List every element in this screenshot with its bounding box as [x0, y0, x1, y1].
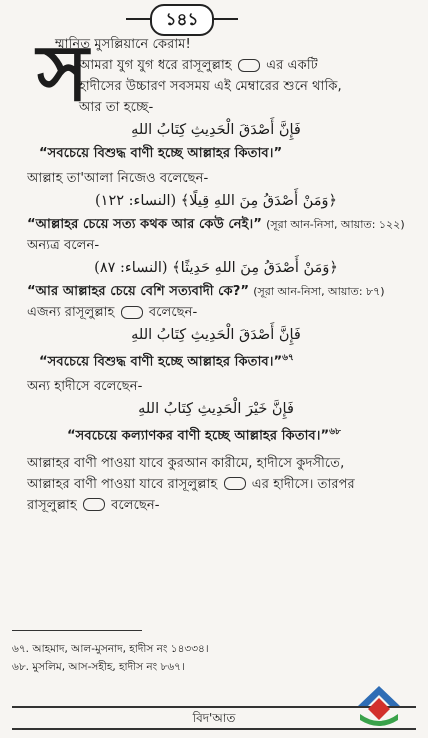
line-8-quote: “আর আল্লাহর চেয়ে বেশি সত্যবাদী কে?”: [27, 284, 250, 299]
footnote-ref-68: ৬৮: [329, 427, 341, 438]
publisher-logo-icon: [356, 684, 402, 728]
line-11: আল্লাহর বাণী পাওয়া যাবে কুরআন কারীমে, হাদীসে কুদসীতে,: [27, 455, 345, 471]
line-6-quote: “আল্লাহর চেয়ে সত্য কথক আর কেউ নেই।”: [27, 217, 262, 232]
line-1: ম্মানিত মুসল্লিয়ানে কেরাম!: [55, 37, 191, 52]
salutation-icon: [83, 498, 105, 511]
arabic-hadith-2: فَإِنَّ أَصْدَقَ الْحَدِيثِ كِتَابُ اللهِ: [131, 327, 301, 343]
salutation-icon: [238, 59, 260, 72]
arabic-ayah-1: ﴿وَمَنْ أَصْدَقُ مِنَ اللهِ قِيلًا﴾ (النساء: ١٢٢): [94, 193, 338, 209]
quote-3: [27, 422, 405, 446]
line-2-end: এর একটি: [266, 58, 318, 73]
footnote-68: ৬৮. মুসলিম, আস-সহীহ, হাদীস নং ৮৬৭।: [12, 661, 185, 673]
salutation-icon: [224, 477, 246, 490]
line-2-start: আমরা যুগ যুগ ধরে রাসূলুল্লাহ: [79, 58, 232, 73]
footnote-divider: [12, 630, 142, 631]
salutation-icon: [121, 306, 143, 319]
quote-2: [27, 348, 405, 372]
line-8-ref: (সূরা আন-নিসা, আয়াত: ৮৭): [253, 285, 385, 298]
arabic-ayah-2: ﴿وَمَنْ أَصْدَقُ مِنَ اللهِ حَدِيثًا﴾ (النساء: ٨٧): [94, 260, 338, 276]
quote-3-text: “সবচেয়ে কল্যাণকর বাণী হচ্ছে আল্লাহর কিতাব।”: [67, 428, 330, 444]
page-body: [27, 28, 405, 516]
arabic-hadith-3: فَإِنَّ خَيْرَ الْحَدِيثِ كِتَابُ اللهِ: [138, 401, 294, 418]
line-7: অন্যত্র বলেন-: [27, 238, 100, 253]
line-13: [27, 495, 405, 516]
line-6-ref: (সূরা আন-নিসা, আয়াত: ১২২): [266, 218, 405, 231]
quote-2-text: “সবচেয়ে বিশুদ্ধ বাণী হচ্ছে আল্লাহর কিতাব।”: [39, 354, 283, 370]
footnote-ref-67: ৬৭: [282, 353, 294, 363]
line-3: হাদীসের উচ্চারণ সবসময় এই মেম্বারের শুনে থাকি,: [79, 79, 342, 94]
line-5: আল্লাহ তা'আলা নিজেও বলেছেন-: [27, 171, 209, 186]
line-9-end: বলেছেন-: [148, 305, 198, 320]
footnote-67: ৬৭. আহমাদ, আল-মুসনাদ, হাদীস নং ১৪৩৩৪।: [12, 643, 209, 655]
line-4: আর তা হচ্ছে-: [79, 100, 154, 115]
line-6: [27, 214, 405, 235]
line-13-end: বলেছেন-: [111, 497, 160, 513]
line-12-end: এর হাদীসে। তারপর: [251, 476, 355, 492]
line-9: [27, 302, 405, 323]
footer-title: বিদ'আত: [192, 711, 236, 725]
drop-cap: স: [37, 28, 89, 119]
line-12-start: আল্লাহর বাণী পাওয়া যাবে রাসূলুল্লাহ: [27, 476, 218, 492]
line-10: অন্য হাদীসে বলেছেন-: [27, 379, 143, 395]
page-number: ১৪১: [150, 4, 214, 36]
footnotes: [12, 640, 209, 676]
line-12: [27, 474, 405, 495]
line-9-start: এজন্য রাসূলুল্লাহ: [27, 305, 115, 320]
line-13-start: রাসূলুল্লাহ: [27, 497, 77, 513]
quote-1: “সবচেয়ে বিশুদ্ধ বাণী হচ্ছে আল্লাহর কিতাব।”: [39, 146, 283, 161]
line-8: [27, 281, 405, 302]
arabic-hadith-1: فَإِنَّ أَصْدَقَ الْحَدِيثِ كِتَابُ اللهِ: [131, 122, 301, 138]
